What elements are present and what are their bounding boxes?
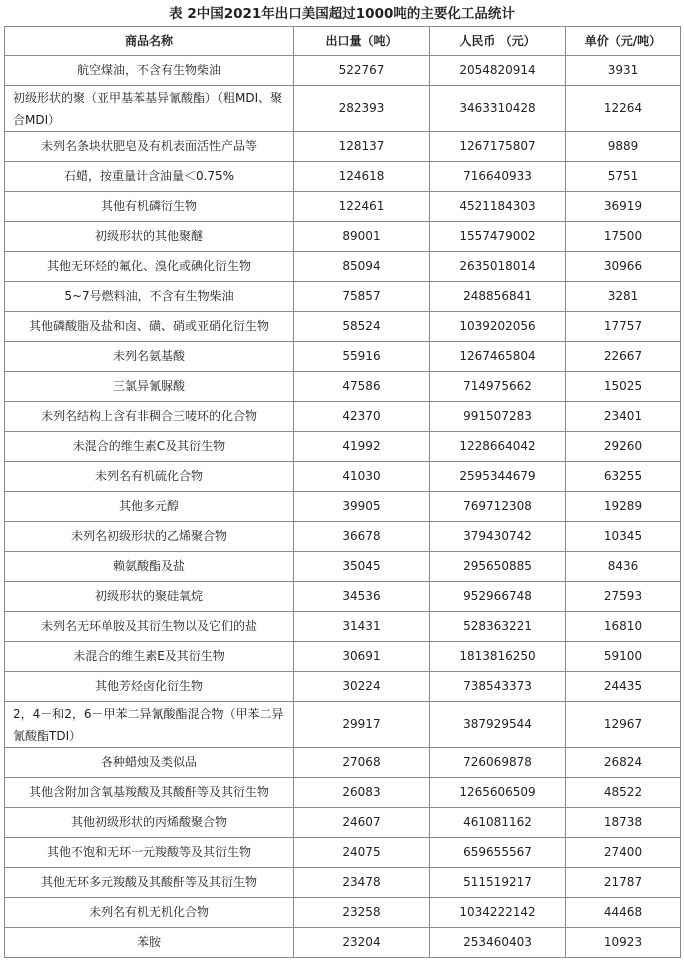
unit-price-cell: 26824 (566, 748, 681, 778)
unit-price-cell: 36919 (566, 192, 681, 222)
table-row (5, 192, 681, 222)
export-quantity-cell: 26083 (294, 778, 430, 808)
export-quantity-cell: 23258 (294, 898, 430, 928)
unit-price-cell: 3931 (566, 56, 681, 86)
table-row (5, 252, 681, 282)
product-name-cell: 石蜡，按重量计含油量＜0.75% (5, 162, 294, 192)
table-row (5, 612, 681, 642)
export-quantity-cell: 75857 (294, 282, 430, 312)
unit-price-cell: 15025 (566, 372, 681, 402)
table-row (5, 282, 681, 312)
header-row (5, 27, 681, 56)
rmb-value-cell: 253460403 (430, 928, 566, 958)
unit-price-cell: 10345 (566, 522, 681, 552)
col-header-unit-price: 单价（元/吨） (566, 27, 681, 56)
product-name-cell: 赖氨酸酯及盐 (5, 552, 294, 582)
unit-price-cell: 12967 (566, 702, 681, 748)
table-row (5, 222, 681, 252)
rmb-value-cell: 738543373 (430, 672, 566, 702)
rmb-value-cell: 528363221 (430, 612, 566, 642)
rmb-value-cell: 379430742 (430, 522, 566, 552)
export-quantity-cell: 30691 (294, 642, 430, 672)
table-row (5, 928, 681, 958)
export-quantity-cell: 41030 (294, 462, 430, 492)
unit-price-cell: 16810 (566, 612, 681, 642)
rmb-value-cell: 295650885 (430, 552, 566, 582)
rmb-value-cell: 461081162 (430, 808, 566, 838)
rmb-value-cell: 1267175807 (430, 132, 566, 162)
product-name-cell: 未列名有机硫化合物 (5, 462, 294, 492)
product-name-cell: 苯胺 (5, 928, 294, 958)
export-quantity-cell: 29917 (294, 702, 430, 748)
export-quantity-cell: 58524 (294, 312, 430, 342)
table-header (5, 27, 681, 56)
unit-price-cell: 10923 (566, 928, 681, 958)
table-row (5, 778, 681, 808)
unit-price-cell: 21787 (566, 868, 681, 898)
rmb-value-cell: 716640933 (430, 162, 566, 192)
product-name-cell: 其他芳烃卤化衍生物 (5, 672, 294, 702)
unit-price-cell: 17757 (566, 312, 681, 342)
export-stats-table (4, 26, 681, 958)
product-name-cell: 其他多元醇 (5, 492, 294, 522)
product-name-cell: 未列名结构上含有非稠合三唛环的化合物 (5, 402, 294, 432)
unit-price-cell: 44468 (566, 898, 681, 928)
export-quantity-cell: 85094 (294, 252, 430, 282)
product-name-cell: 初级形状的聚（亚甲基苯基异氰酸酯）（粗MDI、聚合MDI） (5, 86, 294, 132)
export-quantity-cell: 23204 (294, 928, 430, 958)
table-row (5, 702, 681, 748)
table-row (5, 552, 681, 582)
table-row (5, 312, 681, 342)
export-quantity-cell: 39905 (294, 492, 430, 522)
table-row (5, 132, 681, 162)
unit-price-cell: 29260 (566, 432, 681, 462)
unit-price-cell: 23401 (566, 402, 681, 432)
product-name-cell: 未列名有机无机化合物 (5, 898, 294, 928)
table-row (5, 432, 681, 462)
rmb-value-cell: 714975662 (430, 372, 566, 402)
table-row (5, 56, 681, 86)
table-row (5, 372, 681, 402)
unit-price-cell: 19289 (566, 492, 681, 522)
table-row (5, 808, 681, 838)
table-row (5, 86, 681, 132)
unit-price-cell: 24435 (566, 672, 681, 702)
rmb-value-cell: 387929544 (430, 702, 566, 748)
export-quantity-cell: 42370 (294, 402, 430, 432)
export-quantity-cell: 128137 (294, 132, 430, 162)
rmb-value-cell: 3463310428 (430, 86, 566, 132)
product-name-cell: 其他初级形状的丙烯酸聚合物 (5, 808, 294, 838)
rmb-value-cell: 1039202056 (430, 312, 566, 342)
table-row (5, 162, 681, 192)
product-name-cell: 其他含附加含氧基羧酸及其酸酐等及其衍生物 (5, 778, 294, 808)
product-name-cell: 未混合的维生素E及其衍生物 (5, 642, 294, 672)
product-name-cell: 2，4－和2，6－甲苯二异氰酸酯混合物（甲苯二异氰酸酯TDI） (5, 702, 294, 748)
unit-price-cell: 8436 (566, 552, 681, 582)
export-quantity-cell: 522767 (294, 56, 430, 86)
table-row (5, 342, 681, 372)
unit-price-cell: 27400 (566, 838, 681, 868)
unit-price-cell: 9889 (566, 132, 681, 162)
export-quantity-cell: 47586 (294, 372, 430, 402)
export-quantity-cell: 122461 (294, 192, 430, 222)
rmb-value-cell: 1557479002 (430, 222, 566, 252)
product-name-cell: 其他有机磷衍生物 (5, 192, 294, 222)
table-row (5, 642, 681, 672)
product-name-cell: 未列名初级形状的乙烯聚合物 (5, 522, 294, 552)
rmb-value-cell: 1265606509 (430, 778, 566, 808)
export-quantity-cell: 24607 (294, 808, 430, 838)
unit-price-cell: 27593 (566, 582, 681, 612)
table-row (5, 868, 681, 898)
table-row (5, 748, 681, 778)
export-quantity-cell: 41992 (294, 432, 430, 462)
product-name-cell: 三氯异氰脲酸 (5, 372, 294, 402)
rmb-value-cell: 1034222142 (430, 898, 566, 928)
rmb-value-cell: 726069878 (430, 748, 566, 778)
rmb-value-cell: 659655567 (430, 838, 566, 868)
unit-price-cell: 59100 (566, 642, 681, 672)
table-row (5, 672, 681, 702)
product-name-cell: 航空煤油，不含有生物柴油 (5, 56, 294, 86)
rmb-value-cell: 1267465804 (430, 342, 566, 372)
export-quantity-cell: 282393 (294, 86, 430, 132)
table-row (5, 582, 681, 612)
unit-price-cell: 22667 (566, 342, 681, 372)
product-name-cell: 其他无环烃的氟化、溴化或碘化衍生物 (5, 252, 294, 282)
export-quantity-cell: 35045 (294, 552, 430, 582)
export-quantity-cell: 27068 (294, 748, 430, 778)
rmb-value-cell: 2595344679 (430, 462, 566, 492)
product-name-cell: 初级形状的其他聚醚 (5, 222, 294, 252)
rmb-value-cell: 769712308 (430, 492, 566, 522)
unit-price-cell: 17500 (566, 222, 681, 252)
product-name-cell: 其他无环多元羧酸及其酸酐等及其衍生物 (5, 868, 294, 898)
rmb-value-cell: 2635018014 (430, 252, 566, 282)
rmb-value-cell: 4521184303 (430, 192, 566, 222)
product-name-cell: 未列名氨基酸 (5, 342, 294, 372)
table-row (5, 492, 681, 522)
rmb-value-cell: 991507283 (430, 402, 566, 432)
table-body (5, 56, 681, 958)
table-row (5, 838, 681, 868)
product-name-cell: 5~7号燃料油，不含有生物柴油 (5, 282, 294, 312)
export-quantity-cell: 23478 (294, 868, 430, 898)
table-row (5, 402, 681, 432)
product-name-cell: 未列名无环单胺及其衍生物以及它们的盐 (5, 612, 294, 642)
table-row (5, 898, 681, 928)
export-quantity-cell: 36678 (294, 522, 430, 552)
rmb-value-cell: 511519217 (430, 868, 566, 898)
rmb-value-cell: 1813816250 (430, 642, 566, 672)
product-name-cell: 初级形状的聚硅氧烷 (5, 582, 294, 612)
product-name-cell: 各种蜡烛及类似品 (5, 748, 294, 778)
product-name-cell: 其他磷酸脂及盐和卤、磺、硝或亚硝化衍生物 (5, 312, 294, 342)
col-header-quantity: 出口量（吨） (294, 27, 430, 56)
unit-price-cell: 30966 (566, 252, 681, 282)
export-quantity-cell: 89001 (294, 222, 430, 252)
table-row (5, 522, 681, 552)
export-quantity-cell: 30224 (294, 672, 430, 702)
product-name-cell: 未列名条块状肥皂及有机表面活性产品等 (5, 132, 294, 162)
unit-price-cell: 5751 (566, 162, 681, 192)
export-quantity-cell: 31431 (294, 612, 430, 642)
product-name-cell: 其他不饱和无环一元羧酸等及其衍生物 (5, 838, 294, 868)
unit-price-cell: 18738 (566, 808, 681, 838)
unit-price-cell: 63255 (566, 462, 681, 492)
col-header-rmb: 人民币 （元） (430, 27, 566, 56)
rmb-value-cell: 248856841 (430, 282, 566, 312)
unit-price-cell: 48522 (566, 778, 681, 808)
export-quantity-cell: 24075 (294, 838, 430, 868)
col-header-name: 商品名称 (5, 27, 294, 56)
unit-price-cell: 12264 (566, 86, 681, 132)
export-quantity-cell: 124618 (294, 162, 430, 192)
rmb-value-cell: 952966748 (430, 582, 566, 612)
table-row (5, 462, 681, 492)
export-quantity-cell: 55916 (294, 342, 430, 372)
table-title: 表 2中国2021年出口美国超过1000吨的主要化工品统计 (169, 6, 515, 22)
export-quantity-cell: 34536 (294, 582, 430, 612)
unit-price-cell: 3281 (566, 282, 681, 312)
rmb-value-cell: 1228664042 (430, 432, 566, 462)
product-name-cell: 未混合的维生素C及其衍生物 (5, 432, 294, 462)
rmb-value-cell: 2054820914 (430, 56, 566, 86)
